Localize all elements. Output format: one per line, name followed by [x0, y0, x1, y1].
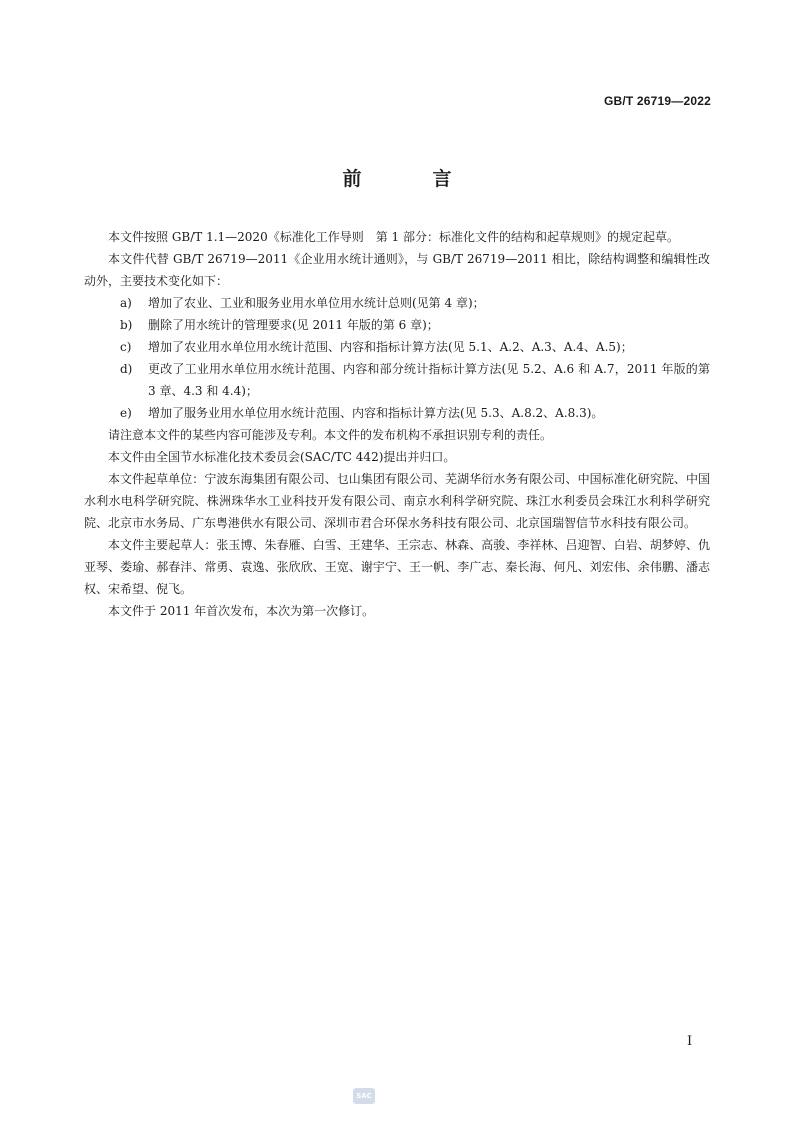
paragraph-proposer: 本文件由全国节水标准化技术委员会(SAC/TC 442)提出并归口。	[108, 450, 456, 464]
paragraph-drafting-units: 本文件起草单位：宁波东海集团有限公司、乜山集团有限公司、芜湖华衍水务有限公司、中国标准化研究院、中国水利水电科学研究院、株洲珠华水工业科技开发有限公司、南京水利科学研究院、珠江水利委员会珠江水利科学研究院、北京市水务局、广东粤港供水有限公司、深圳市君合环保水务科技有限公司、北京国瑞智信节水科技有限公司。	[84, 472, 710, 530]
list-item-mark: c)	[120, 340, 132, 354]
list-item	[84, 358, 710, 402]
list-item	[84, 314, 710, 336]
page-title: 前 言	[342, 168, 478, 190]
list-item-mark: e)	[120, 406, 132, 420]
list-item-text: 增加了农业、工业和服务业用水单位用水统计总则(见第 4 章)；	[148, 296, 485, 310]
page-number: I	[687, 1034, 693, 1049]
paragraph-history: 本文件于 2011 年首次发布，本次为第一次修订。	[108, 604, 375, 618]
list-item-text: 增加了服务业用水单位用水统计范围、内容和指标计算方法(见 5.3、A.8.2、A.8.3)。	[148, 406, 604, 420]
preface-body	[84, 226, 710, 622]
list-item-text: 更改了工业用水单位用水统计范围、内容和部分统计指标计算方法(见 5.2、A.6 和 A.7，2011 年版的第 3 章、4.3 和 4.4)；	[148, 362, 710, 398]
paragraph-drafting-rules: 本文件按照 GB/T 1.1—2020《标准化工作导则 第 1 部分：标准化文件的结构和起草规则》的规定起草。	[108, 230, 679, 244]
list-item-text: 增加了农业用水单位用水统计范围、内容和指标计算方法(见 5.1、A.2、A.3、A.4、A.5)；	[148, 340, 633, 354]
list-item	[84, 402, 710, 424]
paragraph-drafters: 本文件主要起草人：张玉博、朱春雁、白雪、王建华、王宗志、林森、高骏、李祥林、吕迎智、白岩、胡梦婷、仇亚琴、娄瑜、郝春沣、常勇、袁逸、张欣欣、王宽、谢宇宁、王一帆、李广志、秦长海、何凡、刘宏伟、余伟鹏、潘志权、宋希望、倪飞。	[84, 538, 710, 596]
list-item	[84, 336, 710, 358]
list-item-mark: a)	[120, 296, 132, 310]
standard-number: GB/T 26719—2022	[603, 94, 711, 108]
list-item-mark: d)	[120, 362, 133, 376]
paragraph-replacement: 本文件代替 GB/T 26719—2011《企业用水统计通则》，与 GB/T 26719—2011 相比，除结构调整和编辑性改动外，主要技术变化如下：	[84, 252, 710, 288]
list-item-mark: b)	[120, 318, 133, 332]
paragraph-patent-notice: 请注意本文件的某些内容可能涉及专利。本文件的发布机构不承担识别专利的责任。	[108, 428, 553, 442]
sac-watermark-logo: SAC	[353, 1088, 375, 1104]
list-item-text: 删除了用水统计的管理要求(见 2011 年版的第 6 章)；	[148, 318, 439, 332]
list-item	[84, 292, 710, 314]
